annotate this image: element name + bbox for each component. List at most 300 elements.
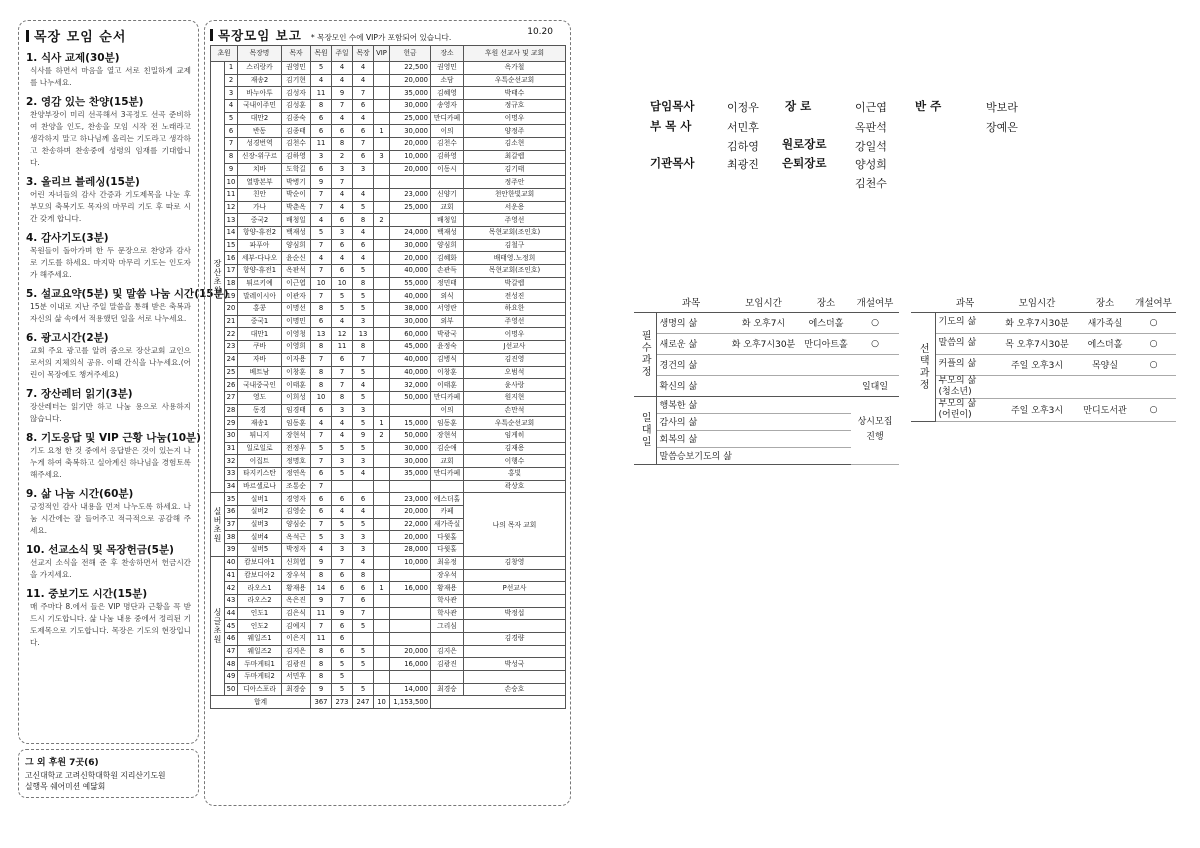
cell-place: 김혜영 <box>431 87 464 100</box>
role-retired-elder: 은퇴장로 <box>782 156 827 170</box>
cell-sunday: 8 <box>332 138 353 151</box>
cell-members: 11 <box>311 87 332 100</box>
row-number: 43 <box>225 594 238 607</box>
report-row <box>211 455 566 468</box>
report-row <box>211 429 566 442</box>
cell-place: 이태훈 <box>431 379 464 392</box>
course-name: 확신의 삶 <box>656 375 726 396</box>
step-body: 기도 요청 한 것 중에서 응답받은 것이 있는지 나누게 하여 축복하고 실아계신 하나님을 경험토록 해주세요. <box>30 446 191 479</box>
cell-place: 소담 <box>431 74 464 87</box>
cell-leader: 이근엽 <box>282 277 311 290</box>
report-col-header: 목원 <box>311 46 332 62</box>
cell-sunday: 3 <box>332 404 353 417</box>
course-open <box>1131 375 1176 398</box>
col-header: 장소 <box>801 293 851 312</box>
cell-mokjang <box>353 632 374 645</box>
cell-place: 김병식 <box>431 353 464 366</box>
cell-sunday: 5 <box>332 683 353 696</box>
cell-cash: 35,000 <box>390 87 431 100</box>
report-date: 10.20 <box>527 27 553 37</box>
course-open: ○ <box>1131 312 1176 333</box>
cell-vip <box>374 683 390 696</box>
cell-name: 쿠바 <box>238 341 282 354</box>
row-number: 48 <box>225 658 238 671</box>
report-row <box>211 188 566 201</box>
cell-vip <box>374 645 390 658</box>
cell-cash: 16,000 <box>390 658 431 671</box>
cell-members: 7 <box>311 429 332 442</box>
cell-name: 실버3 <box>238 518 282 531</box>
report-panel <box>204 20 571 806</box>
cell-sunday: 7 <box>332 379 353 392</box>
cell-support: 하요한 <box>464 303 566 316</box>
order-step <box>26 587 191 649</box>
cell-mokjang: 4 <box>353 62 374 75</box>
cell-place: 임동훈 <box>431 417 464 430</box>
cell-place: 에스더홀 <box>431 493 464 506</box>
cell-support: 윤사랑 <box>464 379 566 392</box>
cell-name: 베트남 <box>238 366 282 379</box>
report-col-header: 목자 <box>282 46 311 62</box>
course-category: 선택과정 <box>911 312 935 421</box>
cell-members: 8 <box>311 100 332 113</box>
cell-leader: 양심희 <box>282 239 311 252</box>
cell-support: 배태영.노정희 <box>464 252 566 265</box>
cell-sunday: 5 <box>332 442 353 455</box>
step-body: 목원들이 돌아가며 한 두 문장으로 찬양과 감사로 기도를 하세요. 마지막 마무리 기도는 인도자가 해주세요. <box>30 246 191 279</box>
cell-sunday: 3 <box>332 544 353 557</box>
cell-support: 박갈렙 <box>464 277 566 290</box>
elder-name: 김천수 <box>855 177 887 190</box>
cell-name: 타지키스탄 <box>238 468 282 481</box>
cell-mokjang: 6 <box>353 239 374 252</box>
cell-mokjang: 7 <box>353 138 374 151</box>
report-row <box>211 150 566 163</box>
course-place: 새가족실 <box>1079 312 1131 333</box>
order-step <box>26 331 191 381</box>
col-header: 장소 <box>1079 293 1131 312</box>
cell-cash: 20,000 <box>390 531 431 544</box>
cell-name: 친안 <box>238 188 282 201</box>
cell-leader: 조통순 <box>282 480 311 493</box>
cell-place: 손관득 <box>431 265 464 278</box>
role-elder: 장 로 <box>785 99 812 113</box>
cell-leader: 배청일 <box>282 214 311 227</box>
row-number: 2 <box>225 74 238 87</box>
cell-vip: 2 <box>374 214 390 227</box>
cell-sunday: 4 <box>332 506 353 519</box>
course-row <box>911 375 1176 398</box>
cell-mokjang: 5 <box>353 442 374 455</box>
total-sunday: 273 <box>332 696 353 709</box>
cell-name: 세부-다나오 <box>238 252 282 265</box>
course-row <box>634 312 899 333</box>
cell-leader: 서민후 <box>282 671 311 684</box>
cell-name: 실버2 <box>238 506 282 519</box>
cell-place: 김순애 <box>431 442 464 455</box>
cell-support: 임게히 <box>464 429 566 442</box>
cell-vip <box>374 391 390 404</box>
row-number: 21 <box>225 315 238 328</box>
cell-mokjang: 5 <box>353 417 374 430</box>
cell-name: 국내중국인 <box>238 379 282 392</box>
step-body: 긍정적인 감사 내용을 먼저 나누도록 하세요. 나눔 시간에는 잘 들어주고 적극적으로 공감해 주세요. <box>30 502 191 535</box>
cell-sunday: 4 <box>332 112 353 125</box>
course-open: ○ <box>1131 333 1176 354</box>
cell-leader: 경영자 <box>282 493 311 506</box>
cell-name: 라오스2 <box>238 594 282 607</box>
staff-name: 김하영 <box>727 140 759 153</box>
cell-support: 정규호 <box>464 100 566 113</box>
cell-leader: 김영순 <box>282 506 311 519</box>
cell-sunday: 7 <box>332 556 353 569</box>
cell-sunday: 6 <box>332 582 353 595</box>
oneonone-note-line: 상시모집 <box>857 417 893 427</box>
row-number: 39 <box>225 544 238 557</box>
cell-cash: 30,000 <box>390 442 431 455</box>
col-header: 과목 <box>935 293 995 312</box>
cell-support: 우특순선교회 <box>464 74 566 87</box>
cell-sunday: 3 <box>332 455 353 468</box>
cell-sunday: 6 <box>332 620 353 633</box>
cell-leader: 옥은진 <box>282 594 311 607</box>
cell-name: 라오스1 <box>238 582 282 595</box>
cell-sunday: 5 <box>332 303 353 316</box>
cell-support: 오범석 <box>464 366 566 379</box>
cell-cash <box>390 594 431 607</box>
row-number: 3 <box>225 87 238 100</box>
course-place <box>801 354 851 375</box>
cell-sunday: 7 <box>332 100 353 113</box>
cell-cash: 40,000 <box>390 366 431 379</box>
cell-mokjang: 5 <box>353 366 374 379</box>
step-body: 선교지 소식을 전해 준 후 찬송하면서 헌금시간을 가지세요. <box>30 558 191 579</box>
cell-support: 김창영 <box>464 556 566 569</box>
cell-members: 4 <box>311 544 332 557</box>
cell-cash: 40,000 <box>390 265 431 278</box>
row-number: 1 <box>225 62 238 75</box>
cell-support: 전성진 <box>464 290 566 303</box>
cell-leader: 윤순신 <box>282 252 311 265</box>
cell-place: 새가족실 <box>431 518 464 531</box>
report-row <box>211 315 566 328</box>
cell-name: 바르셀로나 <box>238 480 282 493</box>
cell-sunday: 4 <box>332 62 353 75</box>
order-step <box>26 231 191 281</box>
report-row <box>211 74 566 87</box>
cell-cash: 25,000 <box>390 201 431 214</box>
report-row <box>211 582 566 595</box>
cell-mokjang <box>353 176 374 189</box>
cell-place: 김하영 <box>431 150 464 163</box>
report-col-header: 헌금 <box>390 46 431 62</box>
cell-place: 서영란 <box>431 303 464 316</box>
order-step <box>26 431 201 481</box>
cell-leader: 김하영 <box>282 150 311 163</box>
report-row <box>211 87 566 100</box>
course-name: 회복의 삶 <box>656 430 851 447</box>
cell-leader: 양심순 <box>282 518 311 531</box>
cell-sunday: 8 <box>332 391 353 404</box>
cell-leader: 권영민 <box>282 62 311 75</box>
row-number: 14 <box>225 226 238 239</box>
report-table <box>210 45 566 709</box>
accompanist-name: 장예은 <box>986 121 1018 134</box>
cell-place: 다윗홀 <box>431 531 464 544</box>
cell-mokjang: 3 <box>353 404 374 417</box>
cell-place: 이동시 <box>431 163 464 176</box>
course-place: 만디도서관 <box>1079 398 1131 421</box>
cell-mokjang: 8 <box>353 341 374 354</box>
cell-vip <box>374 226 390 239</box>
cell-sunday: 4 <box>332 252 353 265</box>
cell-members: 8 <box>311 645 332 658</box>
cell-leader: 최경승 <box>282 683 311 696</box>
report-row <box>211 607 566 620</box>
course-open <box>851 354 899 375</box>
step-title: 1. 식사 교제(30분) <box>26 52 120 64</box>
cell-support: 최갈렙 <box>464 150 566 163</box>
cell-mokjang: 3 <box>353 315 374 328</box>
cell-cash: 10,000 <box>390 150 431 163</box>
report-col-header: 주일 <box>332 46 353 62</box>
report-row <box>211 328 566 341</box>
step-title: 9. 삶 나눔 시간(60분) <box>26 488 134 500</box>
cell-members: 14 <box>311 582 332 595</box>
cell-vip: 3 <box>374 150 390 163</box>
cell-place: 정민태 <box>431 277 464 290</box>
cell-place: 장우석 <box>431 569 464 582</box>
cell-sunday: 9 <box>332 607 353 620</box>
role-senior-elder: 원로장로 <box>782 137 827 151</box>
cell-sunday: 6 <box>332 645 353 658</box>
course-time: 화 오후7시 <box>726 312 801 333</box>
cell-mokjang: 4 <box>353 556 374 569</box>
report-row <box>211 379 566 392</box>
report-title: 목장모임 보고 <box>218 28 302 43</box>
col-header: 모임시간 <box>726 293 801 312</box>
cell-members: 9 <box>311 556 332 569</box>
cell-cash: 14,000 <box>390 683 431 696</box>
row-number: 44 <box>225 607 238 620</box>
cell-support: 양정주 <box>464 125 566 138</box>
cell-cash: 60,000 <box>390 328 431 341</box>
cell-members: 8 <box>311 366 332 379</box>
report-col-header: 초원 <box>211 46 238 62</box>
cell-mokjang: 4 <box>353 252 374 265</box>
row-number: 47 <box>225 645 238 658</box>
cell-support <box>464 569 566 582</box>
row-number: 17 <box>225 265 238 278</box>
cell-leader: 김광진 <box>282 658 311 671</box>
cell-members: 6 <box>311 404 332 417</box>
cell-vip <box>374 518 390 531</box>
report-row <box>211 112 566 125</box>
course-name: 부모의 삶 (청소년) <box>935 375 995 398</box>
row-number: 12 <box>225 201 238 214</box>
cell-leader: 신희엽 <box>282 556 311 569</box>
cell-vip <box>374 188 390 201</box>
cell-name: 인도1 <box>238 607 282 620</box>
cell-members: 8 <box>311 569 332 582</box>
cell-members: 7 <box>311 265 332 278</box>
cell-place <box>431 671 464 684</box>
cell-members: 6 <box>311 125 332 138</box>
cell-cash: 16,000 <box>390 582 431 595</box>
cell-cash: 50,000 <box>390 429 431 442</box>
cell-place: 만디카페 <box>431 468 464 481</box>
cell-vip <box>374 620 390 633</box>
cell-cash: 20,000 <box>390 645 431 658</box>
cell-vip <box>374 353 390 366</box>
staff-name: 이정우 <box>727 101 759 114</box>
cell-mokjang: 3 <box>353 531 374 544</box>
cell-members: 7 <box>311 620 332 633</box>
cell-sunday: 5 <box>332 518 353 531</box>
cell-leader: 옥석근 <box>282 531 311 544</box>
course-place: 에스더홀 <box>1079 333 1131 354</box>
total-members: 367 <box>311 696 332 709</box>
report-col-header: 후원 선교사 및 교회 <box>464 46 566 62</box>
cell-members: 7 <box>311 353 332 366</box>
cell-cash: 23,000 <box>390 188 431 201</box>
cell-members: 7 <box>311 239 332 252</box>
row-number: 4 <box>225 100 238 113</box>
course-time <box>726 375 801 396</box>
cell-leader: 김천수 <box>282 138 311 151</box>
step-body: 교회 주요 광고를 알려 줌으로 장산교회 교인으로서의 지체의식 공유. 이때 간식을 나누세요.(어린이 목장에도 챙겨주세요) <box>30 346 191 379</box>
cell-name: 국내이주민 <box>238 100 282 113</box>
cell-mokjang: 3 <box>353 455 374 468</box>
step-title: 11. 중보기도 시간(15분) <box>26 588 148 600</box>
row-number: 42 <box>225 582 238 595</box>
course-name: 경건의 삶 <box>656 354 726 375</box>
cell-mokjang: 13 <box>353 328 374 341</box>
cell-mokjang: 7 <box>353 87 374 100</box>
order-step <box>26 95 191 169</box>
cell-place: 카페 <box>431 506 464 519</box>
cell-sunday: 3 <box>332 226 353 239</box>
cell-sunday: 7 <box>332 594 353 607</box>
cell-support <box>464 594 566 607</box>
course-name: 생명의 삶 <box>656 312 726 333</box>
cell-place: 신양기 <box>431 188 464 201</box>
cell-cash: 30,000 <box>390 315 431 328</box>
cell-name: 웨일즈2 <box>238 645 282 658</box>
cell-place: 그리심 <box>431 620 464 633</box>
report-row <box>211 468 566 481</box>
cell-sunday: 4 <box>332 417 353 430</box>
course-row <box>634 375 899 396</box>
course-name: 새로운 삶 <box>656 333 726 354</box>
cell-cash: 15,000 <box>390 417 431 430</box>
required-courses-table <box>634 293 899 465</box>
cell-place: 윤정숙 <box>431 341 464 354</box>
cell-support: 박성국 <box>464 658 566 671</box>
row-number: 15 <box>225 239 238 252</box>
cell-cash: 20,000 <box>390 138 431 151</box>
cell-place: 송영자 <box>431 100 464 113</box>
cell-cash <box>390 480 431 493</box>
report-row <box>211 480 566 493</box>
cell-support <box>464 620 566 633</box>
total-empty <box>431 696 566 709</box>
total-mokjang: 247 <box>353 696 374 709</box>
step-body: 식사를 하면서 마음을 열고 서로 친밀하게 교제를 나누세요. <box>30 66 191 87</box>
cell-cash <box>390 404 431 417</box>
cell-leader: 김은식 <box>282 607 311 620</box>
course-time <box>995 375 1079 398</box>
report-col-header: 장소 <box>431 46 464 62</box>
cell-sunday: 5 <box>332 290 353 303</box>
cell-place: 학사관 <box>431 594 464 607</box>
cell-mokjang: 5 <box>353 683 374 696</box>
cell-members: 7 <box>311 201 332 214</box>
report-row <box>211 290 566 303</box>
row-number: 28 <box>225 404 238 417</box>
cell-members: 10 <box>311 277 332 290</box>
cell-leader: 김예지 <box>282 620 311 633</box>
cell-sunday: 4 <box>332 188 353 201</box>
cell-place: 외식 <box>431 290 464 303</box>
cell-members: 11 <box>311 607 332 620</box>
cell-members: 5 <box>311 226 332 239</box>
report-row <box>211 658 566 671</box>
total-row <box>211 696 566 709</box>
cell-members: 7 <box>311 480 332 493</box>
oneonone-note <box>851 396 899 464</box>
cell-vip <box>374 506 390 519</box>
cell-support: 박태수 <box>464 87 566 100</box>
cell-place <box>431 480 464 493</box>
elder-name: 양성희 <box>855 158 887 171</box>
cell-mokjang: 6 <box>353 582 374 595</box>
staff-name: 최광진 <box>727 158 759 171</box>
cell-sunday: 12 <box>332 328 353 341</box>
cell-mokjang: 5 <box>353 303 374 316</box>
cell-vip <box>374 632 390 645</box>
cell-cash: 23,000 <box>390 493 431 506</box>
report-row <box>211 214 566 227</box>
cell-members: 13 <box>311 328 332 341</box>
cell-vip <box>374 366 390 379</box>
cell-place: 배청일 <box>431 214 464 227</box>
cell-cash: 22,500 <box>390 62 431 75</box>
cell-mokjang: 5 <box>353 620 374 633</box>
order-step <box>26 387 191 425</box>
cell-vip <box>374 328 390 341</box>
cell-name: 영도 <box>238 391 282 404</box>
cell-leader: 도학길 <box>282 163 311 176</box>
cell-mokjang: 8 <box>353 277 374 290</box>
cell-cash: 28,000 <box>390 544 431 557</box>
cell-mokjang: 4 <box>353 506 374 519</box>
course-time: 화 오후7시30분 <box>995 312 1079 333</box>
cell-vip <box>374 544 390 557</box>
order-title: 목장 모임 순서 <box>26 26 191 45</box>
cell-name: 이집트 <box>238 455 282 468</box>
cell-name: 치바 <box>238 163 282 176</box>
staff-name: 서민후 <box>727 121 759 134</box>
cell-members: 4 <box>311 214 332 227</box>
cell-vip <box>374 658 390 671</box>
cell-cash <box>390 214 431 227</box>
accompanist-name: 박보라 <box>986 101 1018 114</box>
cell-name: 자바 <box>238 353 282 366</box>
sponsor-line: 고신대학교 고려신학대학원 지리산기도원 <box>25 771 166 780</box>
row-number: 11 <box>225 188 238 201</box>
row-number: 22 <box>225 328 238 341</box>
